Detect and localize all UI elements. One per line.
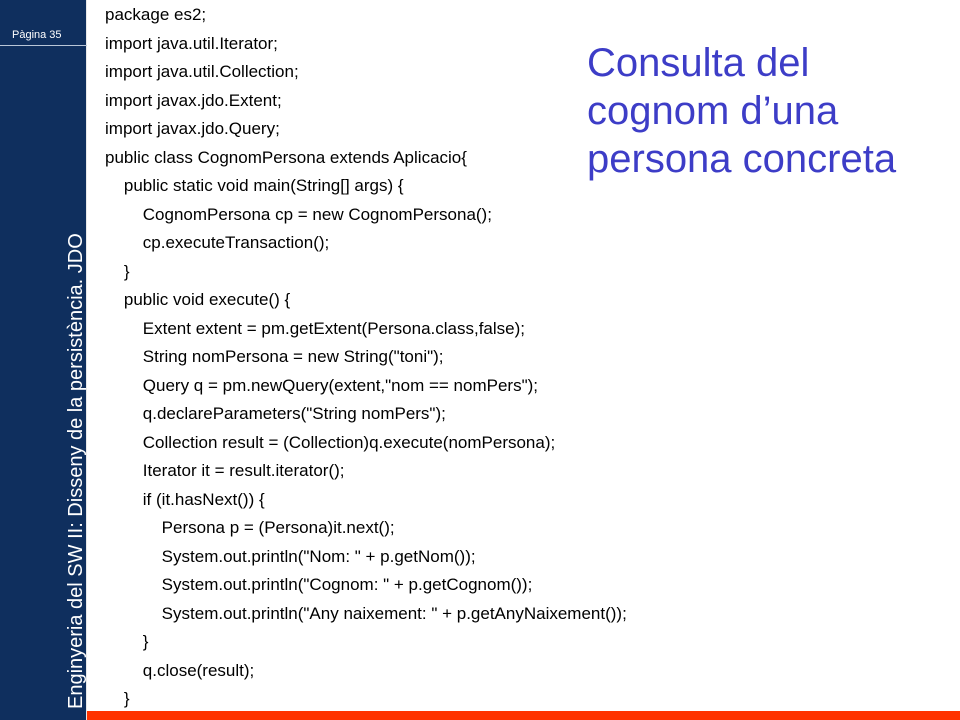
code-line: q.declareParameters("String nomPers");: [105, 404, 446, 423]
code-line: q.close(result);: [105, 661, 255, 680]
code-line: if (it.hasNext()) {: [105, 490, 265, 509]
left-sidebar: [0, 0, 87, 720]
code-line: import javax.jdo.Query;: [105, 119, 280, 138]
code-line: import java.util.Iterator;: [105, 34, 278, 53]
slide-title: Consulta del cognom d’una persona concreta: [587, 41, 897, 181]
code-line: public void execute() {: [105, 290, 291, 309]
page-number: Pàgina 35: [12, 29, 62, 41]
code-line: import javax.jdo.Extent;: [105, 91, 282, 110]
bottom-accent-bar: [87, 711, 960, 720]
code-line: Extent extent = pm.getExtent(Persona.class,false);: [105, 319, 526, 338]
code-line: String nomPersona = new String("toni");: [105, 347, 444, 366]
code-line: public class CognomPersona extends Aplicacio{: [105, 148, 467, 167]
code-line: }: [105, 262, 130, 281]
code-line: Iterator it = result.iterator();: [105, 461, 345, 480]
code-line: Query q = pm.newQuery(extent,"nom == nomPers");: [105, 376, 538, 395]
code-line: Persona p = (Persona)it.next();: [105, 518, 395, 537]
code-line: }: [105, 689, 130, 708]
code-line: System.out.println("Any naixement: " + p.getAnyNaixement());: [105, 604, 627, 623]
code-line: public static void main(String[] args) {: [105, 176, 404, 195]
code-line: System.out.println("Cognom: " + p.getCognom());: [105, 575, 533, 594]
sidebar-divider: [0, 45, 87, 46]
code-line: System.out.println("Nom: " + p.getNom());: [105, 547, 476, 566]
code-line: package es2;: [105, 5, 207, 24]
code-line: cp.executeTransaction();: [105, 233, 330, 252]
vertical-course-title: Enginyeria del SW II: Disseny de la persistència. JDO: [65, 233, 87, 709]
code-line: CognomPersona cp = new CognomPersona();: [105, 205, 492, 224]
code-line: }: [105, 632, 149, 651]
code-line: import java.util.Collection;: [105, 62, 299, 81]
code-line: Collection result = (Collection)q.execute(nomPersona);: [105, 433, 556, 452]
